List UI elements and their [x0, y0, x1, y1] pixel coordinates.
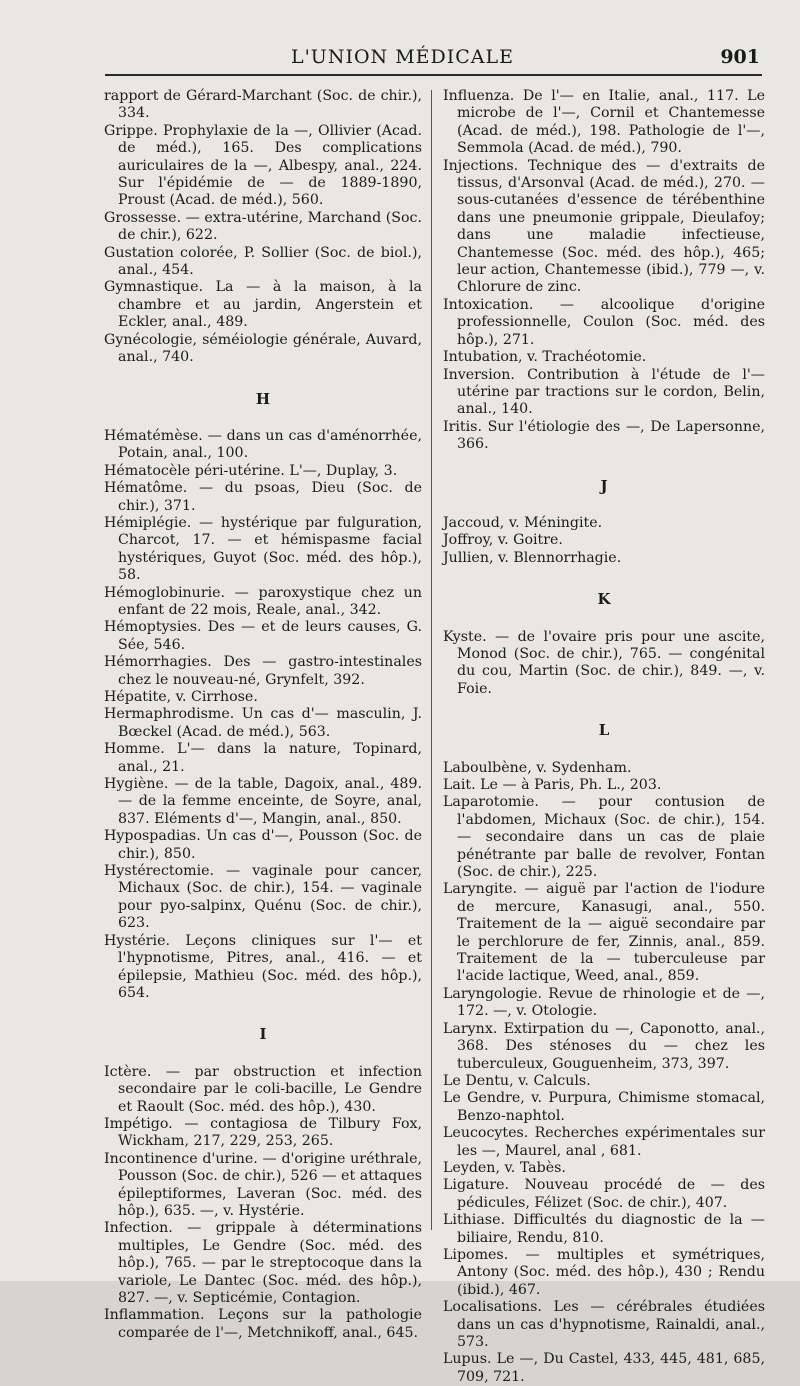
left-column [104, 88, 422, 1342]
index-entry: Lipomes. — multiples et symétriques, Antony (Soc. méd. des hôp.), 430 ; Rendu (ibid.), 467. [443, 1246, 765, 1298]
index-entry: Homme. L'— dans la nature, Topinard, anal., 21. [104, 741, 422, 775]
index-entry: Leucocytes. Recherches expérimentales sur les —, Maurel, anal , 681. [443, 1125, 765, 1159]
index-entry: Hermaphrodisme. Un cas d'— masculin, J. Bœckel (Acad. de méd.), 563. [104, 706, 422, 740]
header-rule [105, 74, 762, 76]
index-entry: Laboulbène, v. Sydenham. [443, 759, 632, 776]
section-letter: I [259, 1025, 267, 1044]
index-entry: Kyste. — de l'ovaire pris pour une ascite, Monod (Soc. de chir.), 765. — congénital du cou, Martin (Soc. de chir.), 849. —, v. Foie. [443, 628, 765, 697]
section-letter: J [600, 476, 608, 495]
index-entry: Inflammation. Leçons sur la pathologie comparée de l'—, Metchnikoff, anal., 645. [104, 1307, 422, 1341]
index-entry: Infection. — grippale à déterminations multiples, Le Gendre (Soc. méd. des hôp.), 765. — par le streptocoque dans la variole, Le Dantec (Soc. méd. des hôp.), 827. —, v. Septicémie, Contagion. [104, 1220, 422, 1306]
index-entry: Hygiène. — de la table, Dagoix, anal., 489. — de la femme enceinte, de Soyre, anal, 837. Eléments d'—, Mangin, anal., 850. [104, 776, 422, 827]
index-entry: Intubation, v. Trachéotomie. [443, 349, 647, 366]
index-entry: Gynécologie, séméiologie générale, Auvard, anal., 740. [104, 331, 422, 366]
index-entry: Intoxication. — alcoolique d'origine professionnelle, Coulon (Soc. méd. des hôp.), 271. [443, 296, 765, 348]
page-header [105, 44, 760, 72]
index-entry: Jaccoud, v. Méningite. [443, 514, 603, 531]
right-column [443, 88, 765, 1386]
index-entry: Laryngologie. Revue de rhinologie et de —, 172. —, v. Otologie. [443, 985, 765, 1020]
index-entry: Le Gendre, v. Purpura, Chimisme stomacal, Benzo-naphtol. [443, 1090, 765, 1124]
index-entry: rapport de Gérard-Marchant (Soc. de chir.), 334. [104, 88, 422, 122]
index-entry: Injections. Technique des — d'extraits de tissus, d'Arsonval (Acad. de méd.), 270. — sous-cutanées d'essence de térébenthine dans une pneumonie grippale, Dieulafoy; dans une maladie infectieuse, Chantemesse (Soc. méd. des hôp.), 465; leur action, Chantemesse (ibid.), 779 —, v. Chlorure de zinc. [443, 157, 765, 296]
index-entry: Jullien, v. Blennorrhagie. [443, 549, 622, 566]
index-entry: Influenza. De l'— en Italie, anal., 117. Le microbe de l'—, Cornil et Chantemesse (Acad. de méd.), 198. Pathologie de l'—, Semmola (Acad. de méd.), 790. [443, 88, 765, 157]
index-entry: Ligature. Nouveau procédé de — des pédicules, Félizet (Soc. de chir.), 407. [443, 1177, 765, 1211]
index-entry: Lithiase. Difficultés du diagnostic de la — biliaire, Rendu, 810. [443, 1212, 765, 1246]
index-entry: Incontinence d'urine. — d'origine uréthrale, Pousson (Soc. de chir.), 526 — et attaques épileptiformes, Laveran (Soc. méd. des hôp.), 635. —, v. Hystérie. [104, 1150, 422, 1219]
index-entry: Hématôme. — du psoas, Dieu (Soc. de chir.), 371. [104, 480, 422, 514]
index-entry: Leyden, v. Tabès. [443, 1159, 566, 1176]
index-entry: Hématémèse. — dans un cas d'aménorrhée, Potain, anal., 100. [104, 427, 422, 462]
page-number: 901 [720, 46, 760, 68]
index-entry: Hémorrhagies. Des — gastro-intestinales chez le nouveau-né, Grynfelt, 392. [104, 654, 422, 688]
index-entry: Iritis. Sur l'étiologie des —, De Lapersonne, 366. [443, 418, 765, 453]
index-entry: Grossesse. — extra-utérine, Marchand (Soc. de chir.), 622. [104, 209, 422, 244]
index-entry: Lupus. Le —, Du Castel, 433, 445, 481, 685, 709, 721. [443, 1351, 765, 1385]
section-letter: L [598, 721, 610, 740]
index-entry: Hémoglobinurie. — paroxystique chez un enfant de 22 mois, Reale, anal., 342. [104, 584, 422, 618]
index-entry: Localisations. Les — cérébrales étudiées dans un cas d'hypnotisme, Rainaldi, anal., 573. [443, 1299, 765, 1350]
index-entry: Hypospadias. Un cas d'—, Pousson (Soc. de chir.), 850. [104, 828, 422, 862]
column-divider [431, 90, 432, 1230]
index-entry: Inversion. Contribution à l'étude de l'— utérine par tractions sur le cordon, Belin, anal., 140. [443, 366, 765, 418]
section-letter: H [255, 389, 271, 408]
index-entry: Ictère. — par obstruction et infection secondaire par le coli-bacille, Le Gendre et Raoult (Soc. méd. des hôp.), 430. [104, 1063, 422, 1115]
index-entry: Gustation colorée, P. Sollier (Soc. de biol.), anal., 454. [104, 244, 422, 279]
index-entry: Impétigo. — contagiosa de Tilbury Fox, Wickham, 217, 229, 253, 265. [104, 1115, 422, 1150]
index-entry: Gymnastique. La — à la maison, à la chambre et au jardin, Angerstein et Eckler, anal., 489. [104, 279, 422, 331]
journal-title: L'UNION MÉDICALE [290, 46, 515, 68]
index-entry: Laryngite. — aiguë par l'action de l'iodure de mercure, Kanasugi, anal., 550. Traitement de la — aiguë secondaire par le perchlorure de fer, Zinnis, anal., 859. Traitement de la — tuberculeuse par l'acide lactique, Weed, anal., 859. [443, 881, 765, 985]
index-entry: Hépatite, v. Cirrhose. [104, 689, 258, 705]
index-entry: Grippe. Prophylaxie de la —, Ollivier (Acad. de méd.), 165. Des complications auriculaires de la —, Albespy, anal., 224. Sur l'épidémie de — de 1889-1890, Proust (Acad. de méd.), 560. [104, 122, 422, 209]
index-entry: Hématocèle péri-utérine. L'—, Duplay, 3. [104, 462, 398, 479]
index-entry: Joffroy, v. Goitre. [443, 532, 563, 549]
index-entry: Laparotomie. — pour contusion de l'abdomen, Michaux (Soc. de chir.), 154. — secondaire dans un cas de plaie pénétrante par balle de revolver, Fontan (Soc. de chir.), 225. [443, 794, 765, 881]
index-entry: Larynx. Extirpation du —, Caponotto, anal., 368. Des sténoses du — chez les tuberculeux, Gouguenheim, 373, 397. [443, 1020, 765, 1072]
index-entry: Lait. Le — à Paris, Ph. L., 203. [443, 777, 662, 793]
index-entry: Hystérie. Leçons cliniques sur l'— et l'hypnotisme, Pitres, anal., 416. — et épilepsie, Mathieu (Soc. méd. des hôp.), 654. [104, 932, 422, 1001]
index-entry: Hystérectomie. — vaginale pour cancer, Michaux (Soc. de chir.), 154. — vaginale pour pyo-salpinx, Quénu (Soc. de chir.), 623. [104, 863, 422, 932]
index-entry: Hémiplégie. — hystérique par fulguration, Charcot, 17. — et hémispasme facial hystériques, Guyot (Soc. méd. des hôp.), 58. [104, 514, 422, 584]
index-entry: Hémoptysies. Des — et de leurs causes, G. Sée, 546. [104, 619, 422, 653]
section-letter: K [597, 590, 611, 609]
index-entry: Le Dentu, v. Calculs. [443, 1072, 591, 1089]
